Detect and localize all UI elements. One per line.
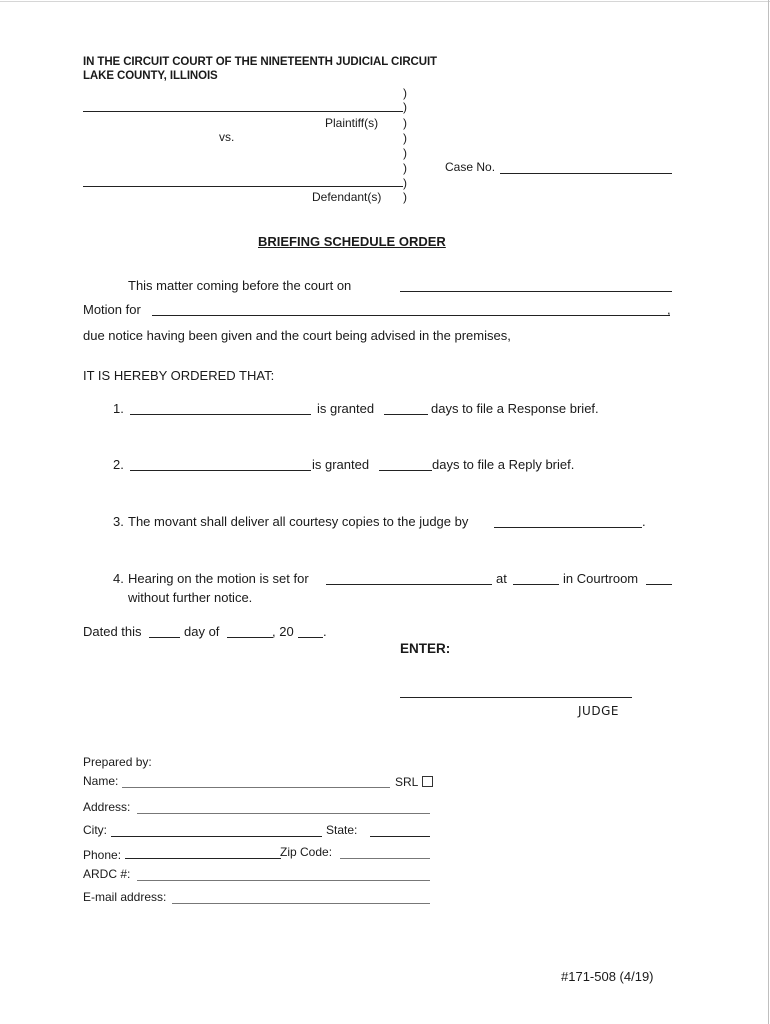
item-3-period: . xyxy=(642,514,646,529)
caption-paren: ) xyxy=(403,146,407,160)
court-name-heading: IN THE CIRCUIT COURT OF THE NINETEENTH JUDICIAL CIRCUIT xyxy=(83,56,437,68)
case-number-field[interactable] xyxy=(500,173,672,174)
county-heading: LAKE COUNTY, ILLINOIS xyxy=(83,70,218,82)
dated-period: . xyxy=(323,624,327,639)
courtroom-number-field[interactable] xyxy=(646,584,672,585)
item-2-granted-text: is granted xyxy=(312,457,370,472)
preparer-name-field[interactable] xyxy=(122,787,390,788)
caption-paren: ) xyxy=(403,190,407,204)
motion-description-field[interactable] xyxy=(152,315,670,316)
dated-year-field[interactable] xyxy=(298,637,323,638)
city-label: City: xyxy=(83,823,107,837)
zip-code-field[interactable] xyxy=(340,858,430,859)
dated-day-of: day of xyxy=(184,624,220,639)
email-field[interactable] xyxy=(172,903,430,904)
item-1-days-field[interactable] xyxy=(384,414,428,415)
item-4-number: 4. xyxy=(113,571,124,586)
page-top-edge xyxy=(0,1,770,2)
intro-line-1: This matter coming before the court on xyxy=(128,278,352,293)
ardc-label: ARDC #: xyxy=(83,867,131,881)
prepared-by-heading: Prepared by: xyxy=(83,755,152,769)
caption-paren: ) xyxy=(403,131,407,145)
ordered-heading: IT IS HEREBY ORDERED THAT: xyxy=(83,368,275,383)
item-3-number: 3. xyxy=(113,514,124,529)
document-title: BRIEFING SCHEDULE ORDER xyxy=(258,234,446,249)
email-label: E-mail address: xyxy=(83,890,167,904)
intro-line-3: due notice having been given and the court being advised in the premises, xyxy=(83,328,511,343)
phone-label: Phone: xyxy=(83,848,122,862)
page-right-edge xyxy=(768,0,769,1024)
hearing-date-field[interactable] xyxy=(326,584,492,585)
motion-for-label: Motion for xyxy=(83,302,141,317)
state-field[interactable] xyxy=(370,836,430,837)
caption-paren: ) xyxy=(403,116,407,130)
case-number-label: Case No. xyxy=(445,160,496,174)
item-4-courtroom-label: in Courtroom xyxy=(563,571,639,586)
item-4-text: Hearing on the motion is set for xyxy=(128,571,309,586)
city-field[interactable] xyxy=(111,836,322,837)
plaintiff-name-field[interactable] xyxy=(83,111,403,112)
item-1-response-text: days to file a Response brief. xyxy=(431,401,599,416)
address-field[interactable] xyxy=(137,813,430,814)
plaintiff-label: Plaintiff(s) xyxy=(325,116,379,130)
srl-checkbox[interactable] xyxy=(422,776,433,787)
caption-paren: ) xyxy=(403,161,407,175)
defendant-name-field[interactable] xyxy=(83,186,403,187)
item-2-number: 2. xyxy=(113,457,124,472)
item-2-reply-text: days to file a Reply brief. xyxy=(432,457,575,472)
item-1-number: 1. xyxy=(113,401,124,416)
item-3-text: The movant shall deliver all courtesy copies to the judge by xyxy=(128,514,469,529)
phone-field[interactable] xyxy=(125,858,281,859)
motion-comma: , xyxy=(667,302,671,317)
caption-paren: ) xyxy=(403,86,407,100)
versus-label: vs. xyxy=(219,130,235,144)
item-2-party-field[interactable] xyxy=(130,470,311,471)
dated-year-prefix: , 20 xyxy=(272,624,294,639)
hearing-time-field[interactable] xyxy=(513,584,559,585)
ardc-field[interactable] xyxy=(137,880,430,881)
item-1-granted-text: is granted xyxy=(317,401,375,416)
caption-paren: ) xyxy=(403,176,407,190)
court-date-field[interactable] xyxy=(400,291,672,292)
dated-prefix: Dated this xyxy=(83,624,142,639)
judge-signature-field[interactable] xyxy=(400,697,632,698)
item-4-at-label: at xyxy=(496,571,507,586)
caption-paren: ) xyxy=(403,100,407,114)
form-number: #171-508 (4/19) xyxy=(561,969,654,984)
item-4-notice-text: without further notice. xyxy=(128,590,253,605)
state-label: State: xyxy=(326,823,358,837)
enter-label: ENTER: xyxy=(400,641,451,656)
item-2-days-field[interactable] xyxy=(379,470,432,471)
address-label: Address: xyxy=(83,800,131,814)
zip-code-label: Zip Code: xyxy=(280,845,333,859)
judge-label: JUDGE xyxy=(578,704,619,718)
defendant-label: Defendant(s) xyxy=(312,190,382,204)
name-label: Name: xyxy=(83,774,119,788)
dated-day-field[interactable] xyxy=(149,637,180,638)
dated-month-field[interactable] xyxy=(227,637,273,638)
item-1-party-field[interactable] xyxy=(130,414,311,415)
courtesy-copy-date-field[interactable] xyxy=(494,527,642,528)
srl-label: SRL xyxy=(395,775,433,789)
